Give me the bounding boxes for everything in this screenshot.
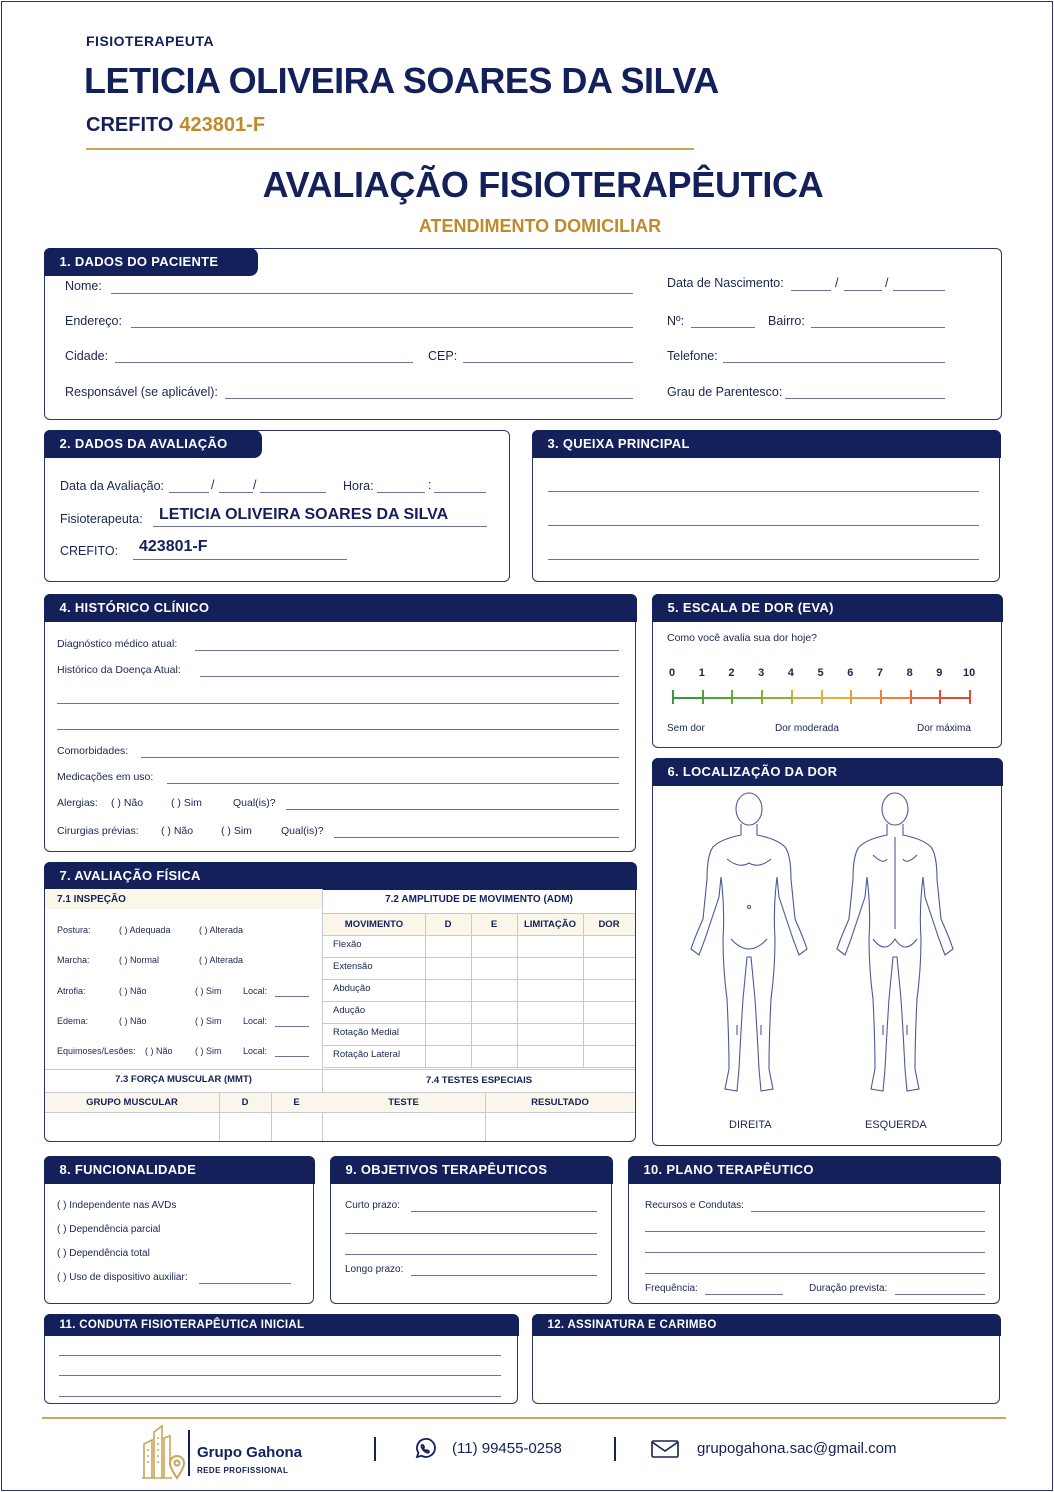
table-line	[471, 913, 472, 1067]
section-title: 3. QUEIXA PRINCIPAL	[532, 430, 1001, 458]
section-title: 1. DADOS DO PACIENTE	[44, 248, 258, 276]
cep-field[interactable]	[463, 362, 633, 363]
section-title: 7. AVALIAÇÃO FÍSICA	[44, 862, 637, 890]
date-slash: /	[885, 276, 889, 290]
recursos-field[interactable]	[751, 1211, 985, 1212]
eva-number-2[interactable]: 2	[728, 667, 735, 679]
eva-number-6[interactable]: 6	[847, 667, 854, 679]
eva-segment	[851, 697, 881, 699]
historico-label: Histórico da Doença Atual:	[57, 664, 181, 676]
edema-label: Edema:	[57, 1016, 89, 1026]
numero-label: Nº:	[667, 314, 685, 328]
atrofia-sim-checkbox[interactable]: ( ) Sim	[195, 986, 222, 996]
atrofia-label: Atrofia:	[57, 986, 86, 996]
table-line	[425, 913, 426, 1067]
whatsapp-icon	[413, 1437, 437, 1461]
section-title: 11. CONDUTA FISIOTERAPÊUTICA INICIAL	[44, 1314, 519, 1336]
section-evaluation-data	[44, 430, 510, 582]
endereco-label: Endereço:	[65, 314, 122, 328]
table-line	[583, 913, 584, 1067]
eva-segment	[940, 697, 970, 699]
body-diagram[interactable]	[681, 789, 981, 1109]
frequencia-label: Frequência:	[645, 1283, 698, 1294]
eva-number-3[interactable]: 3	[758, 667, 765, 679]
adm-col-header: MOVIMENTO	[344, 919, 404, 930]
medicacoes-label: Medicações em uso:	[57, 771, 154, 783]
historico-line[interactable]	[57, 703, 619, 704]
header-name: LETICIA OLIVEIRA SOARES DA SILVA	[84, 60, 719, 101]
cirurgias-label: Cirurgias prévias:	[57, 825, 139, 837]
date-slash: /	[835, 276, 839, 290]
fisioterapeuta-field[interactable]	[153, 526, 487, 527]
cep-label: CEP:	[428, 349, 458, 363]
eva-segment	[822, 697, 852, 699]
header-role: FISIOTERAPEUTA	[86, 33, 215, 49]
queixa-line[interactable]	[548, 559, 979, 560]
medicacoes-field[interactable]	[167, 783, 619, 784]
eva-segment	[911, 697, 941, 699]
alergias-sim-checkbox[interactable]: ( ) Sim	[171, 797, 202, 809]
diagnostico-label: Diagnóstico médico atual:	[57, 638, 178, 650]
pain-question: Como você avalia sua dor hoje?	[667, 632, 818, 644]
conduta-line[interactable]	[59, 1396, 501, 1397]
curto-prazo-label: Curto prazo:	[345, 1200, 401, 1211]
table-line	[323, 913, 635, 914]
body-back-figure	[837, 793, 953, 1091]
footer-separator	[614, 1437, 616, 1461]
comorbidades-label: Comorbidades:	[57, 745, 129, 757]
curto-prazo-field[interactable]	[411, 1211, 597, 1212]
responsavel-field[interactable]	[225, 398, 633, 399]
forca-col-d: D	[241, 1097, 249, 1108]
queixa-line[interactable]	[548, 525, 979, 526]
body-right-label: DIREITA	[729, 1119, 772, 1131]
cirurgias-quais-label: Qual(is)?	[281, 825, 324, 837]
inspection-title: 7.1 INSPEÇÃO	[57, 894, 126, 905]
equimoses-nao-checkbox[interactable]: ( ) Não	[145, 1046, 173, 1056]
table-line	[45, 1112, 635, 1113]
endereco-field[interactable]	[131, 327, 633, 328]
header-crefito-label: CREFITO	[86, 114, 174, 136]
postura-adequada-checkbox[interactable]: ( ) Adequada	[119, 925, 171, 935]
header-crefito-value: 423801-F	[179, 114, 266, 136]
footer-logo-separator	[188, 1430, 190, 1476]
adm-title: 7.2 AMPLITUDE DE MOVIMENTO (ADM)	[385, 894, 573, 905]
footer-brand: Grupo Gahona	[197, 1444, 302, 1461]
eva-number-5[interactable]: 5	[817, 667, 824, 679]
eva-number-8[interactable]: 8	[906, 667, 913, 679]
eva-segment	[792, 697, 822, 699]
adm-row-label: Rotação Lateral	[333, 1049, 401, 1060]
section-signature[interactable]	[532, 1314, 1000, 1404]
nascimento-year-field[interactable]	[893, 290, 945, 291]
table-line	[323, 1045, 635, 1046]
nascimento-label: Data de Nascimento:	[667, 276, 784, 290]
objetivos-line[interactable]	[345, 1233, 597, 1234]
edema-nao-checkbox[interactable]: ( ) Não	[119, 1016, 147, 1026]
eva-segment	[703, 697, 733, 699]
minuto-field[interactable]	[434, 492, 486, 493]
footer-divider	[42, 1417, 1006, 1419]
postura-alterada-checkbox[interactable]: ( ) Alterada	[199, 925, 244, 935]
eva-segment	[732, 697, 762, 699]
testes-col-resultado: RESULTADO	[531, 1097, 589, 1108]
table-line	[323, 1001, 635, 1002]
conduta-line[interactable]	[59, 1355, 501, 1356]
testes-col-teste: TESTE	[388, 1097, 419, 1108]
table-line	[323, 935, 635, 936]
footer-separator	[374, 1437, 376, 1461]
edema-sim-checkbox[interactable]: ( ) Sim	[195, 1016, 222, 1026]
postura-label: Postura:	[57, 925, 91, 935]
adm-col-header: D	[444, 919, 452, 930]
section-initial-conduct	[44, 1314, 518, 1404]
table-line	[45, 1092, 635, 1093]
section-title: 8. FUNCIONALIDADE	[44, 1156, 315, 1184]
cidade-label: Cidade:	[65, 349, 109, 363]
historico-field[interactable]	[200, 676, 619, 677]
section-goals	[330, 1156, 612, 1304]
plano-line[interactable]	[645, 1231, 985, 1232]
equimoses-local-field[interactable]	[275, 1056, 309, 1057]
cirurgias-quais-field[interactable]	[334, 837, 619, 838]
queixa-line[interactable]	[548, 491, 979, 492]
bairro-field[interactable]	[811, 327, 945, 328]
table-line	[323, 979, 635, 980]
section-pain-location	[652, 758, 1002, 1146]
footer-brand-subtitle: REDE PROFISSIONAL	[197, 1466, 289, 1475]
edema-local-label: Local:	[243, 1016, 268, 1026]
recursos-label: Recursos e Condutas:	[645, 1200, 744, 1211]
fisioterapeuta-value: LETICIA OLIVEIRA SOARES DA SILVA	[159, 506, 449, 523]
data-avaliacao-label: Data da Avaliação:	[60, 479, 165, 493]
atrofia-local-field[interactable]	[275, 996, 309, 997]
func-dispositivo-field[interactable]	[199, 1283, 291, 1284]
equimoses-label: Equimoses/Lesões:	[57, 1046, 136, 1056]
adm-row-label: Abdução	[333, 983, 371, 994]
eva-segment	[673, 697, 703, 699]
func-parcial-checkbox[interactable]: ( ) Dependência parcial	[57, 1224, 161, 1235]
cirurgias-nao-checkbox[interactable]: ( ) Não	[161, 825, 194, 837]
forca-title: 7.3 FORÇA MUSCULAR (MMT)	[115, 1074, 252, 1085]
nascimento-day-field[interactable]	[791, 290, 831, 291]
atrofia-nao-checkbox[interactable]: ( ) Não	[119, 986, 147, 996]
eva-number-9[interactable]: 9	[936, 667, 943, 679]
equimoses-local-label: Local:	[243, 1046, 268, 1056]
atrofia-local-label: Local:	[243, 986, 268, 996]
data-avaliacao-year-field[interactable]	[260, 492, 326, 493]
adm-row-label: Extensão	[333, 961, 373, 972]
cirurgias-sim-checkbox[interactable]: ( ) Sim	[221, 825, 252, 837]
hora-label: Hora:	[343, 479, 374, 493]
func-independente-checkbox[interactable]: ( ) Independente nas AVDs	[57, 1200, 177, 1211]
section-title: 12. ASSINATURA E CARIMBO	[532, 1314, 1001, 1336]
section-functionality	[44, 1156, 314, 1304]
duracao-field[interactable]	[895, 1294, 985, 1295]
eva-segment	[881, 697, 911, 699]
pain-max-label: Dor máxima	[917, 723, 971, 734]
section-pain-scale	[652, 594, 1002, 748]
longo-prazo-label: Longo prazo:	[345, 1264, 404, 1275]
page-subtitle: ATENDIMENTO DOMICILIAR	[418, 216, 662, 236]
adm-col-header: DOR	[598, 919, 620, 930]
eva-number-7[interactable]: 7	[876, 667, 884, 679]
alergias-quais-label: Qual(is)?	[233, 797, 276, 809]
crefito-label: CREFITO:	[60, 544, 119, 558]
data-avaliacao-month-field[interactable]	[219, 492, 253, 493]
marcha-alterada-checkbox[interactable]: ( ) Alterada	[199, 955, 244, 965]
edema-local-field[interactable]	[275, 1026, 309, 1027]
eva-segment	[762, 697, 792, 699]
marcha-normal-checkbox[interactable]: ( ) Normal	[119, 955, 159, 965]
header-crefito	[86, 114, 265, 137]
fisioterapeuta-label: Fisioterapeuta:	[60, 512, 143, 526]
adm-row-label: Rotação Medial	[333, 1027, 400, 1038]
testes-title: 7.4 TESTES ESPECIAIS	[425, 1075, 533, 1086]
eva-number-10[interactable]: 10	[963, 667, 976, 679]
alergias-label: Alergias:	[57, 797, 98, 809]
historico-line[interactable]	[57, 729, 619, 730]
header-divider	[86, 148, 694, 150]
data-avaliacao-day-field[interactable]	[169, 492, 209, 493]
table-divider	[45, 1069, 635, 1070]
table-line	[323, 957, 635, 958]
diagnostico-field[interactable]	[195, 650, 619, 651]
longo-prazo-field[interactable]	[411, 1275, 597, 1276]
footer-phone[interactable]: (11) 99455-0258	[452, 1440, 562, 1457]
plano-line[interactable]	[645, 1273, 985, 1274]
body-front-figure	[691, 793, 807, 1091]
section-patient-data	[44, 248, 1002, 420]
parentesco-field[interactable]	[785, 398, 945, 399]
adm-row-label: Flexão	[333, 939, 362, 950]
conduta-line[interactable]	[59, 1375, 501, 1376]
forca-col-e: E	[293, 1097, 300, 1108]
bairro-label: Bairro:	[768, 314, 805, 328]
cidade-field[interactable]	[115, 362, 413, 363]
body-left-label: ESQUERDA	[865, 1119, 927, 1131]
eva-number-0[interactable]: 0	[669, 667, 676, 679]
crefito-value: 423801-F	[139, 538, 208, 555]
duracao-label: Duração prevista:	[809, 1283, 888, 1294]
alergias-quais-field[interactable]	[286, 809, 619, 810]
plano-line[interactable]	[645, 1252, 985, 1253]
section-title: 2. DADOS DA AVALIAÇÃO	[44, 430, 262, 458]
telefone-label: Telefone:	[667, 349, 718, 363]
forca-col-grupo: GRUPO MUSCULAR	[86, 1097, 178, 1108]
nascimento-month-field[interactable]	[844, 290, 882, 291]
section-title: 10. PLANO TERAPÊUTICO	[628, 1156, 1001, 1184]
section-clinical-history	[44, 594, 636, 852]
section-main-complaint	[532, 430, 1000, 582]
nome-label: Nome:	[65, 279, 102, 293]
numero-field[interactable]	[691, 327, 755, 328]
table-line	[323, 1067, 635, 1068]
func-dispositivo-checkbox[interactable]: ( ) Uso de dispositivo auxiliar:	[57, 1272, 188, 1283]
func-total-checkbox[interactable]: ( ) Dependência total	[57, 1248, 150, 1259]
hora-colon: :	[428, 478, 432, 492]
envelope-icon	[651, 1440, 679, 1458]
date-slash: /	[253, 478, 257, 492]
pain-mid-label: Dor moderada	[775, 723, 839, 734]
telefone-field[interactable]	[723, 362, 945, 363]
section-title: 9. OBJETIVOS TERAPÊUTICOS	[330, 1156, 613, 1184]
building-pin-icon	[140, 1422, 186, 1480]
marcha-label: Marcha:	[57, 955, 90, 965]
table-line	[323, 1023, 635, 1024]
comorbidades-field[interactable]	[141, 757, 619, 758]
page-title: AVALIAÇÃO FISIOTERAPÊUTICA	[262, 164, 824, 205]
table-line	[517, 913, 518, 1067]
section-therapeutic-plan	[628, 1156, 1000, 1304]
section-physical-evaluation	[44, 862, 636, 1142]
nome-field[interactable]	[111, 293, 633, 294]
crefito-field[interactable]	[133, 559, 347, 560]
eva-number-1[interactable]: 1	[698, 667, 705, 679]
alergias-nao-checkbox[interactable]: ( ) Não	[111, 797, 144, 809]
footer-email[interactable]: grupogahona.sac@gmail.com	[697, 1440, 897, 1457]
responsavel-label: Responsável (se aplicável):	[65, 385, 218, 399]
section-title: 6. LOCALIZAÇÃO DA DOR	[652, 758, 1003, 786]
adm-row-label: Adução	[333, 1005, 366, 1016]
date-slash: /	[211, 478, 215, 492]
hora-field[interactable]	[377, 492, 425, 493]
section-title: 4. HISTÓRICO CLÍNICO	[44, 594, 637, 622]
adm-col-header: LIMITAÇÃO	[523, 919, 577, 930]
objetivos-line[interactable]	[345, 1254, 597, 1255]
frequencia-field[interactable]	[705, 1294, 783, 1295]
adm-col-header: E	[490, 919, 498, 930]
equimoses-sim-checkbox[interactable]: ( ) Sim	[195, 1046, 222, 1056]
section-title: 5. ESCALA DE DOR (EVA)	[652, 594, 1003, 622]
parentesco-label: Grau de Parentesco:	[667, 385, 783, 399]
pain-min-label: Sem dor	[667, 723, 705, 734]
eva-number-4[interactable]: 4	[787, 667, 794, 679]
